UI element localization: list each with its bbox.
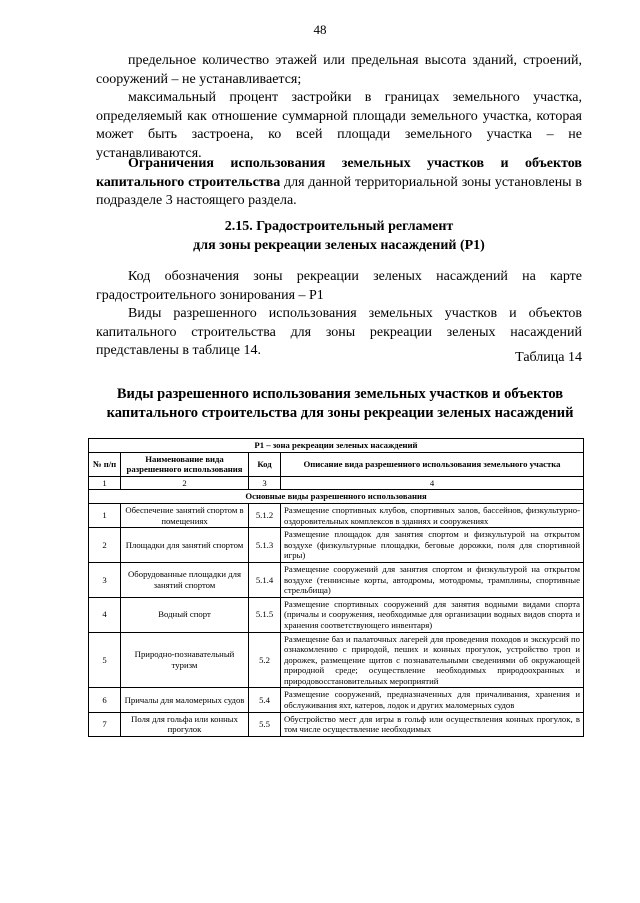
- row-code: 5.4: [249, 688, 281, 712]
- paragraph-zone-code: Код обозначения зоны рекреации зеленых насаждений на карте градостроительного зонирования – Р1: [96, 269, 582, 303]
- row-desc: Размещение баз и палаточных лагерей для проведения походов и экскурсий по ознакомлению с природой, пеших и конных прогулок, устройство троп и дорожек, размещение щитов с познавательными сведениями об окружающей природной среде; осуществление необходимых природоохранных и природовосстановительных мероприятий: [281, 632, 584, 688]
- restrictions-bold: Ограничения использования земельных участков и объектов капитального строительства: [96, 156, 582, 190]
- row-desc: Обустройство мест для игры в гольф или осуществления конных прогулок, в том числе осуществление необходимых: [281, 712, 584, 736]
- col-number: 1: [89, 476, 121, 490]
- row-no: 1: [89, 503, 121, 527]
- row-name: Причалы для маломерных судов: [121, 688, 249, 712]
- col-header-desc: Описание вида разрешенного использования земельного участка: [281, 452, 584, 476]
- row-desc: Размещение площадок для занятия спортом и физкультурой на открытом воздухе (физкультурные площадки, беговые дорожки, поля для спортивной игры): [281, 528, 584, 563]
- row-no: 7: [89, 712, 121, 736]
- table-row: [89, 597, 584, 632]
- col-header-code: Код: [249, 452, 281, 476]
- col-number: 3: [249, 476, 281, 490]
- row-desc: Размещение спортивных сооружений для занятия водными видами спорта (причалы и сооружения, необходимые для организации водных видов спорта и хранения соответствующего инвентаря): [281, 597, 584, 632]
- row-no: 5: [89, 632, 121, 688]
- paragraph-height-limit: предельное количество этажей или предельная высота зданий, строений, сооружений – не устанавливается;: [96, 53, 582, 87]
- col-header-name: Наименование вида разрешенного использования: [121, 452, 249, 476]
- table-row: [89, 503, 584, 527]
- section-heading-line1: 2.15. Градостроительный регламент: [224, 219, 454, 234]
- table-label: Таблица 14: [515, 350, 582, 365]
- page-number: 48: [313, 22, 327, 37]
- zone-header-row: [89, 439, 584, 453]
- table-row: [89, 562, 584, 597]
- table-row: [89, 688, 584, 712]
- table-row: [89, 528, 584, 563]
- col-header-no: № п/п: [89, 452, 121, 476]
- row-name: Поля для гольфа или конных прогулок: [121, 712, 249, 736]
- zone-header: Р1 – зона рекреации зеленых насаждений: [89, 439, 584, 453]
- row-code: 5.1.5: [249, 597, 281, 632]
- row-code: 5.1.4: [249, 562, 281, 597]
- row-no: 6: [89, 688, 121, 712]
- row-desc: Размещение спортивных клубов, спортивных залов, бассейнов, физкультурно-оздоровительных комплексов в зданиях и сооружениях: [281, 503, 584, 527]
- row-name: Оборудованные площадки для занятий спортом: [121, 562, 249, 597]
- table-row: [89, 712, 584, 736]
- restrictions-rest: для данной территориальной зоны установлены в подразделе 3 настоящего раздела.: [96, 174, 582, 209]
- section-row: [89, 490, 584, 504]
- permitted-uses-table: [88, 438, 584, 737]
- paragraph-building-percent: максимальный процент застройки в границах земельного участка, определяемый как отношение суммарной площади земельного участка, которая может быть застроена, ко всей площади земельного участка – не устанавливаются.: [96, 90, 582, 161]
- paragraph-restrictions: [96, 155, 582, 211]
- table-row: [89, 632, 584, 688]
- row-code: 5.2: [249, 632, 281, 688]
- row-name: Площадки для занятий спортом: [121, 528, 249, 563]
- paragraph-uses: Виды разрешенного использования земельных участков и объектов капитального строительства для зоны рекреации зеленых насаждений представлены в таблице 14.: [96, 306, 582, 359]
- row-code: 5.1.3: [249, 528, 281, 563]
- row-name: Водный спорт: [121, 597, 249, 632]
- row-desc: Размещение сооружений, предназначенных для причаливания, хранения и обслуживания яхт, катеров, лодок и других маломерных судов: [281, 688, 584, 712]
- row-code: 5.5: [249, 712, 281, 736]
- section-label: Основные виды разрешенного использования: [89, 490, 584, 504]
- row-no: 3: [89, 562, 121, 597]
- column-number-row: [89, 476, 584, 490]
- column-header-row: [89, 452, 584, 476]
- row-desc: Размещение сооружений для занятия спортом и физкультурой на открытом воздухе (теннисные корты, автодромы, мотодромы, трамплины, спортивные стрельбища): [281, 562, 584, 597]
- col-number: 2: [121, 476, 249, 490]
- row-code: 5.1.2: [249, 503, 281, 527]
- col-number: 4: [281, 476, 584, 490]
- row-no: 2: [89, 528, 121, 563]
- table-title-line2: капитального строительства для зоны рекреации зеленых насаждений: [106, 405, 574, 421]
- table-title: [90, 385, 590, 423]
- row-no: 4: [89, 597, 121, 632]
- section-heading: [96, 218, 582, 255]
- row-name: Природно-познавательный туризм: [121, 632, 249, 688]
- section-heading-line2: для зоны рекреации зеленых насаждений (Р1): [193, 237, 485, 253]
- row-name: Обеспечение занятий спортом в помещениях: [121, 503, 249, 527]
- table-title-line1: Виды разрешенного использования земельных участков и объектов: [116, 386, 564, 402]
